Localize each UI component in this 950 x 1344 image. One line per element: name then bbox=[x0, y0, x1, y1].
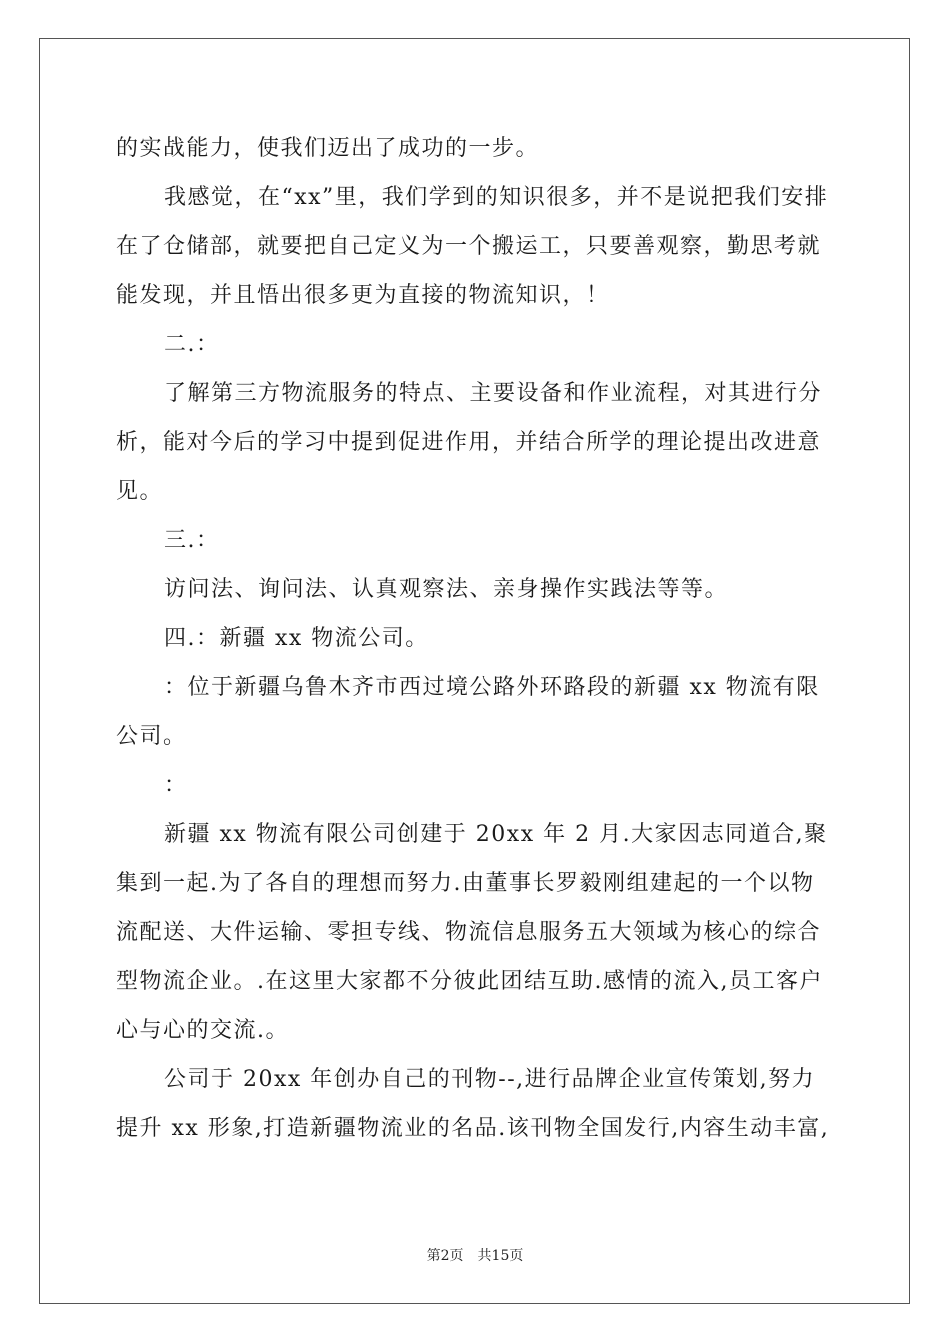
paragraph: 新疆 xx 物流有限公司创建于 20xx 年 2 月.大家因志同道合,聚集到一起.为了各自的理想而努力.由董事长罗毅刚组建起的一个以物流配送、大件运输、零担专线、物流信息服务五大领域为核心的综合型物流企业。.在这里大家都不分彼此团结互助.感情的流入,员工客户心与心的交流.。 bbox=[116, 822, 828, 1043]
page-footer bbox=[0, 1245, 950, 1265]
page-number: 第2页 bbox=[426, 1248, 464, 1264]
section-heading: 四.：新疆 xx 物流公司。 bbox=[164, 626, 429, 651]
document-body bbox=[116, 124, 834, 1153]
section-heading: 三.： bbox=[164, 528, 220, 553]
paragraph: 的实战能力，使我们迈出了成功的一步。 bbox=[116, 136, 540, 161]
paragraph: 访问法、询问法、认真观察法、亲身操作实践法等等。 bbox=[164, 577, 729, 602]
paragraph: ： bbox=[164, 773, 188, 798]
paragraph: 我感觉，在“xx”里，我们学到的知识很多，并不是说把我们安排在了仓储部，就要把自己定义为一个搬运工，只要善观察，勤思考就能发现，并且悟出很多更为直接的物流知识，！ bbox=[116, 185, 829, 308]
page-total: 共15页 bbox=[477, 1248, 524, 1264]
paragraph: 了解第三方物流服务的特点、主要设备和作业流程，对其进行分析，能对今后的学习中提到促进作用，并结合所学的理论提出改进意见。 bbox=[116, 381, 823, 504]
section-heading: 二.： bbox=[164, 332, 220, 357]
paragraph: ：位于新疆乌鲁木齐市西过境公路外环路段的新疆 xx 物流有限公司。 bbox=[116, 675, 820, 749]
paragraph: 公司于 20xx 年创办自己的刊物--,进行品牌企业宣传策划,努力提升 xx 形象,打造新疆物流业的名品.该刊物全国发行,内容生动丰富, bbox=[116, 1067, 830, 1141]
